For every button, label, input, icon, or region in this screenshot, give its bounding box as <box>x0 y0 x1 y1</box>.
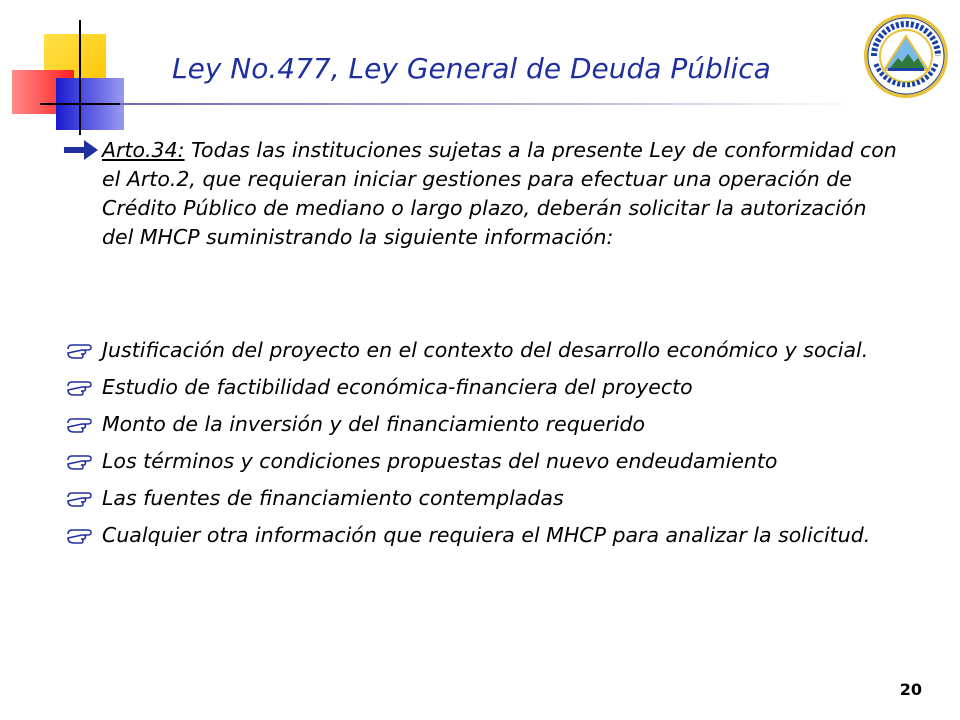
pointing-hand-icon <box>66 524 96 546</box>
pointing-hand-icon <box>66 487 96 509</box>
requirements-list <box>62 336 912 558</box>
pointing-hand-icon <box>66 450 96 472</box>
list-item <box>62 521 912 550</box>
pointing-hand-icon <box>66 413 96 435</box>
title-divider <box>120 103 860 105</box>
list-item-text: Los términos y condiciones propuestas del nuevo endeudamiento <box>102 449 778 473</box>
slide-title: Ley No.477, Ley General de Deuda Pública <box>172 52 771 85</box>
list-item <box>62 447 912 476</box>
list-item-text: Estudio de factibilidad económica-financiera del proyecto <box>102 375 693 399</box>
article-text <box>102 136 902 252</box>
list-item-text: Monto de la inversión y del financiamiento requerido <box>102 412 646 436</box>
list-item <box>62 373 912 402</box>
list-item-text: Justificación del proyecto en el contexto del desarrollo económico y social. <box>102 338 869 362</box>
list-item-text: Las fuentes de financiamiento contempladas <box>102 486 564 510</box>
pointing-hand-icon <box>66 339 96 361</box>
page-number: 20 <box>899 680 922 699</box>
arrow-right-icon <box>62 136 102 164</box>
list-item <box>62 484 912 513</box>
article-label: Arto.34: <box>102 138 185 162</box>
list-item <box>62 410 912 439</box>
list-item <box>62 336 912 365</box>
list-item-text: Cualquier otra información que requiera el MHCP para analizar la solicitud. <box>102 523 871 547</box>
nicaragua-seal-icon <box>862 12 950 100</box>
article-paragraph <box>62 136 902 252</box>
pointing-hand-icon <box>66 376 96 398</box>
article-body: Todas las instituciones sujetas a la presente Ley de conformidad con el Arto.2, que requieran iniciar gestiones para efectuar una operación de Crédito Público de mediano o largo plazo, deberán solicitar la autorización del MHCP suministrando la siguiente información: <box>102 138 897 249</box>
